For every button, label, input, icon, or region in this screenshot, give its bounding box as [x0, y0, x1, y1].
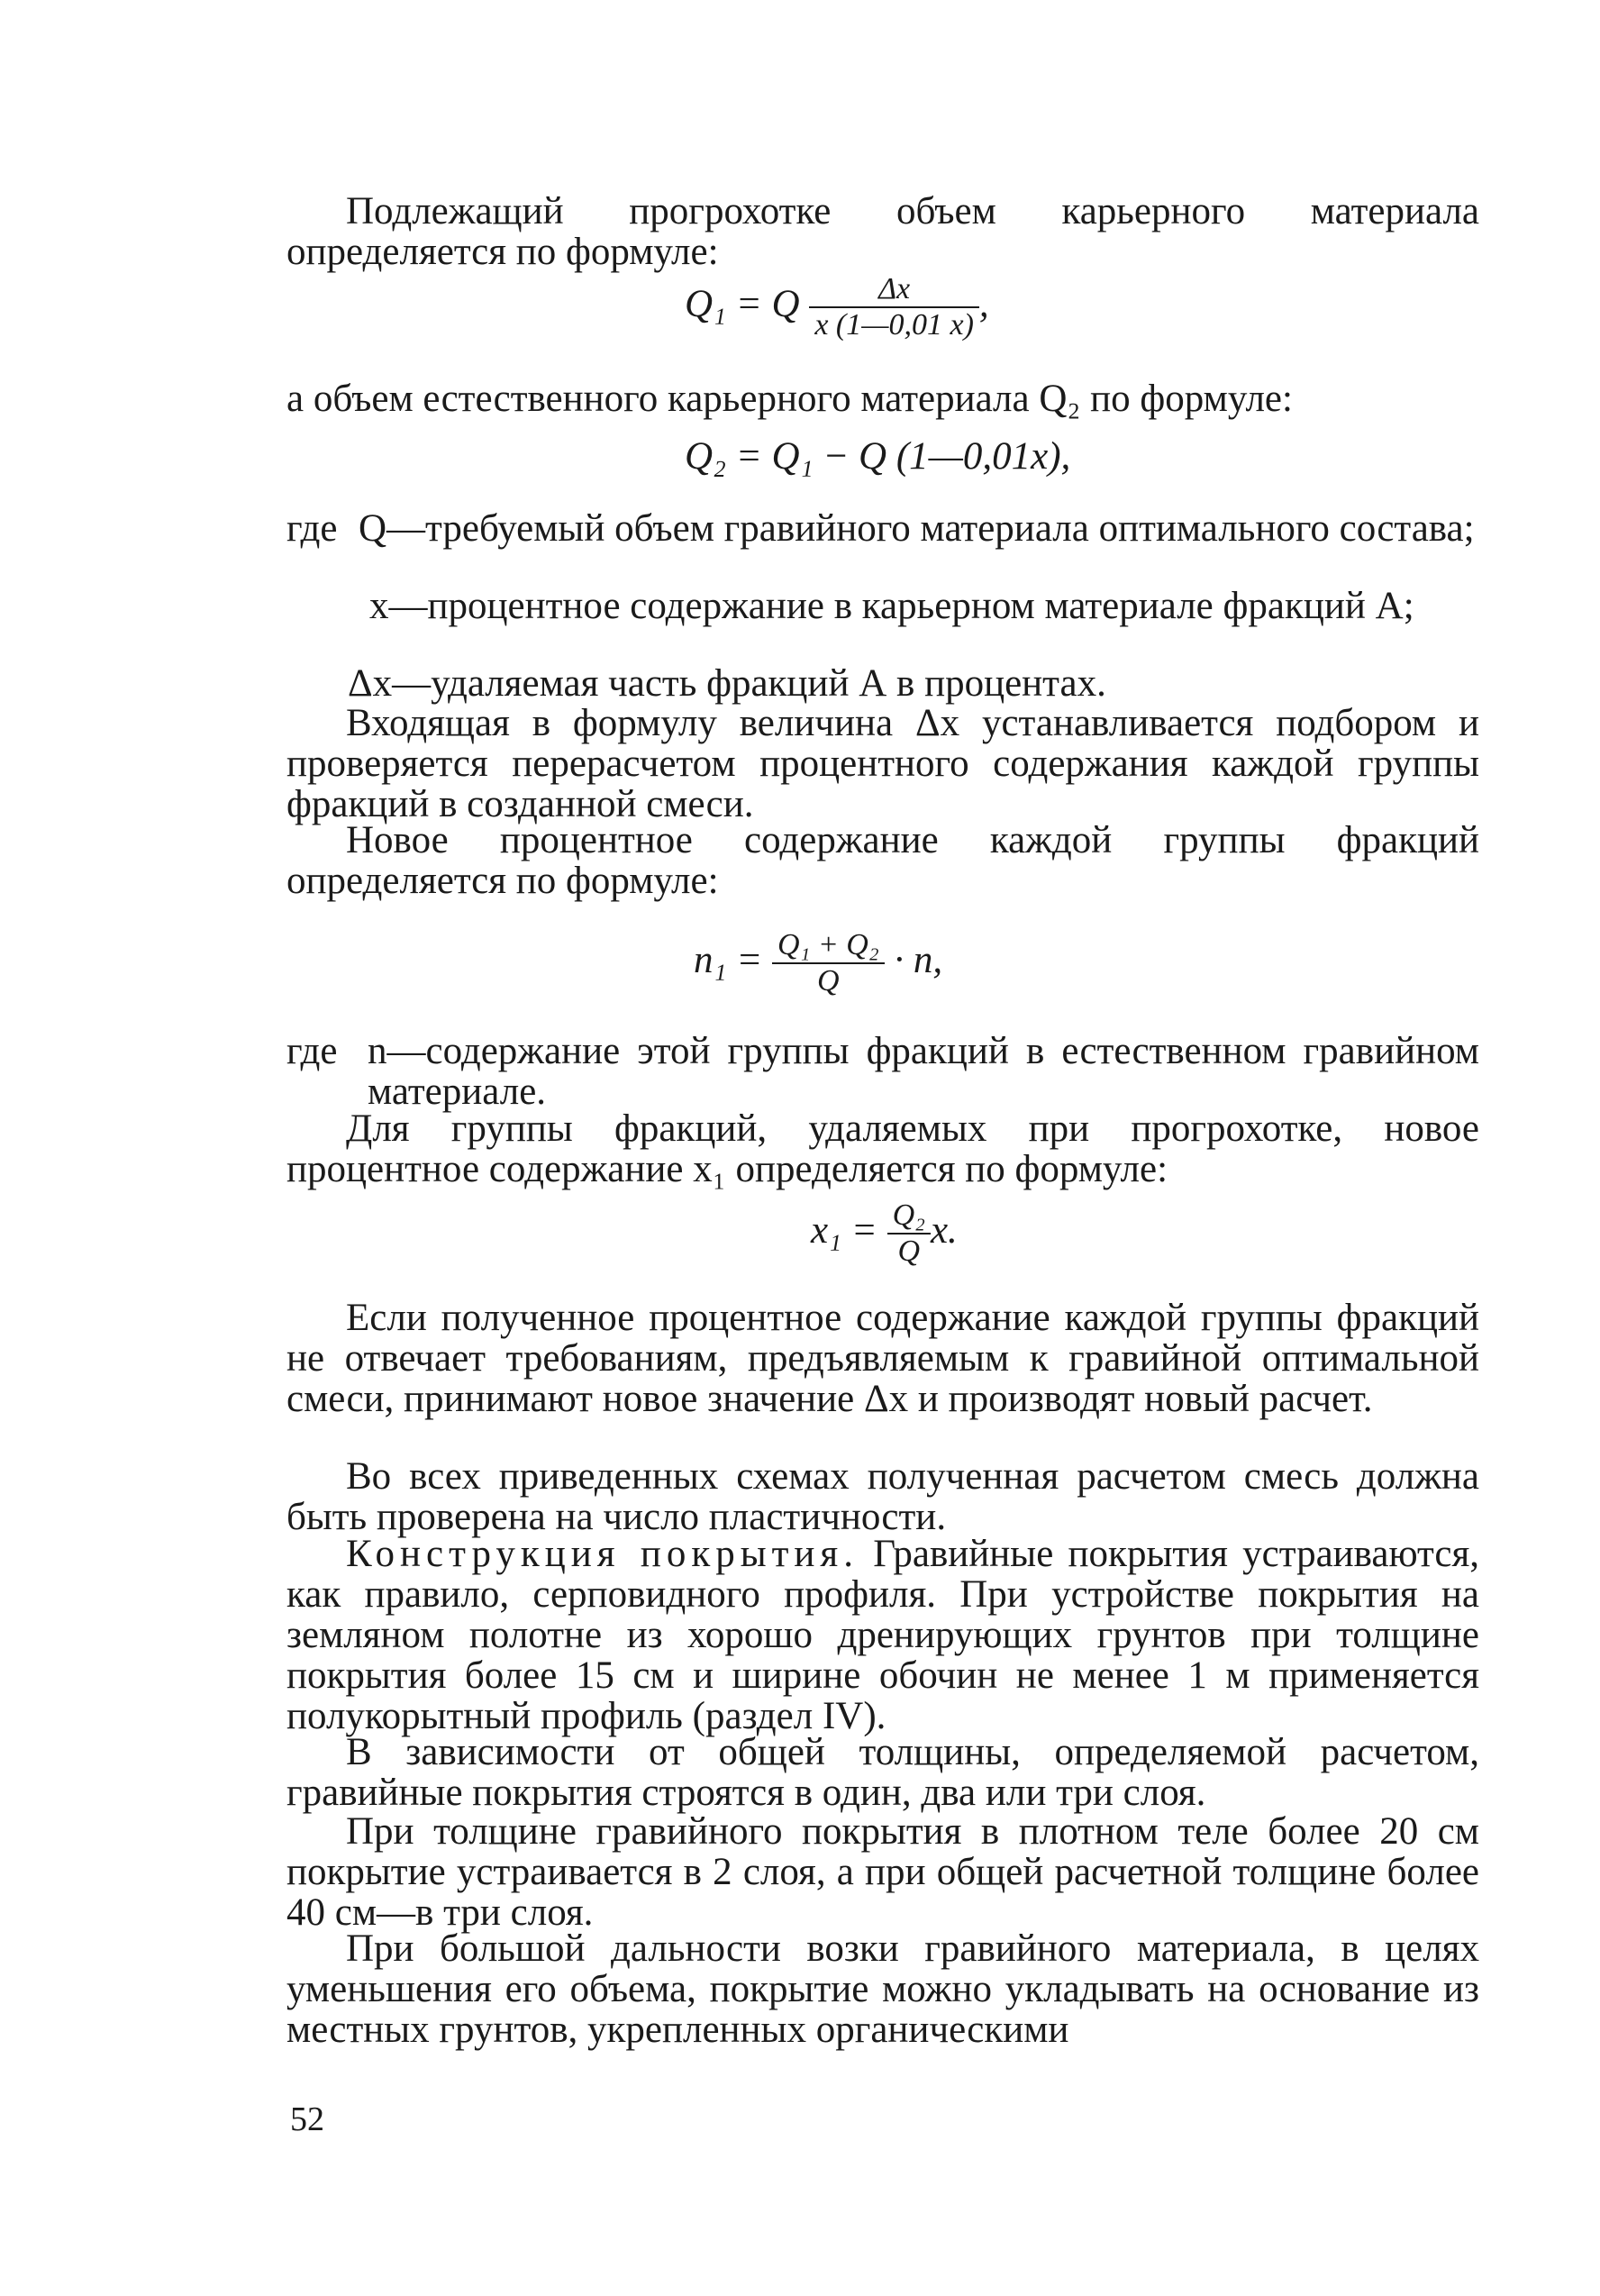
formula-q1	[685, 272, 989, 342]
where-label-2: где	[286, 1030, 338, 1072]
paragraph-haul-distance: При большой дальности возки гравийного материала, в целях уменьшения его объема, покрытие можно укладывать на основание из местных грунтов, укрепленных органическими	[286, 1927, 1479, 2051]
formula-q1-numerator: Δx	[878, 272, 911, 305]
paragraph-intro: Подлежащий прогрохотке объем карьерного материала определяется по формуле:	[286, 190, 1479, 273]
paragraph-layers: В зависимости от общей толщины, определяемой расчетом, гравийные покрытия строятся в один, два или три слоя.	[286, 1731, 1479, 1814]
paragraph-removed-group: Для группы фракций, удаляемых при прогрохотке, новое процентное содержание x₁ определяется по формуле:	[286, 1107, 1479, 1190]
formula-n1-tail: · n,	[894, 938, 943, 981]
definition-dx-text: Δx—удаляемая часть фракций А в процентах.	[348, 662, 1106, 705]
formula-q1-denominator: x (1—0,01 x)	[809, 306, 979, 342]
definition-q	[286, 508, 1479, 589]
paragraph-recalculate: Если полученное процентное содержание каждой группы фракций не отвечает требованиям, предъявляемым к гравийной оптимальной смеси, принимают новое значение Δx и производят новый расчет.	[286, 1297, 1479, 1420]
formula-n1-numerator: Q₁ + Q₂	[777, 928, 879, 961]
paragraph-dx-selection: Входящая в формулу величина Δx устанавливается подбором и проверяется перерасчетом процентного содержания каждой группы фракций в созданной смеси.	[286, 702, 1479, 825]
formula-x1-lhs: x₁ =	[811, 1208, 877, 1252]
formula-q1-fraction	[809, 272, 979, 342]
paragraph-thickness: При толщине гравийного покрытия в плотном теле более 20 см покрытие устраивается в 2 слоя, а при общей расчетной толщине более 40 см—в три слоя.	[286, 1810, 1479, 1934]
formula-q2: Q₂ = Q₁ − Q (1—0,01x),	[685, 435, 1071, 478]
definition-x	[369, 586, 1479, 667]
formula-x1-numerator: Q₂	[892, 1198, 925, 1232]
formula-x1-denominator: Q	[887, 1233, 931, 1269]
formula-n1-lhs: n₁ =	[694, 938, 763, 981]
paragraph-construction-body: Гравийные покрытия устраиваются, как правило, серповидного профиля. При устройстве покрытия на земляном полотне из хорошо дренирующих грунтов при толщине покрытия более 15 см и ширине обочин не менее 1 м применяется полукорытный профиль (раздел IV).	[286, 1533, 1479, 1737]
definition-dx	[348, 663, 1479, 704]
paragraph-plasticity: Во всех приведенных схемах полученная расчетом смесь должна быть проверена на число пластичности.	[286, 1455, 1479, 1538]
definition-x-text: x—процентное содержание в карьерном материале фракций А;	[369, 585, 1414, 627]
paragraph-construction	[286, 1534, 1479, 1736]
page-number: 52	[290, 2100, 324, 2138]
formula-x1	[811, 1198, 958, 1269]
formula-q1-tail: ,	[978, 282, 989, 325]
formula-n1	[694, 928, 942, 998]
definition-q-text: Q—требуемый объем гравийного материала оптимального состава;	[359, 507, 1475, 550]
paragraph-new-percent: Новое процентное содержание каждой группы фракций определяется по формуле:	[286, 819, 1479, 902]
formula-x1-fraction	[887, 1198, 931, 1269]
formula-n1-fraction	[772, 928, 885, 998]
definition-n-text: n—содержание этой группы фракций в естественном гравийном материале.	[368, 1030, 1479, 1113]
definition-n	[286, 1031, 1479, 1112]
formula-n1-denominator: Q	[772, 962, 885, 998]
section-heading-construction: Конструкция покрытия.	[346, 1533, 859, 1575]
paragraph-q2-intro: а объем естественного карьерного материала Q₂ по формуле:	[286, 378, 1293, 420]
where-label: где	[286, 507, 338, 550]
formula-x1-tail: x.	[930, 1208, 958, 1252]
formula-q1-lhs: Q₁ = Q	[685, 282, 800, 325]
